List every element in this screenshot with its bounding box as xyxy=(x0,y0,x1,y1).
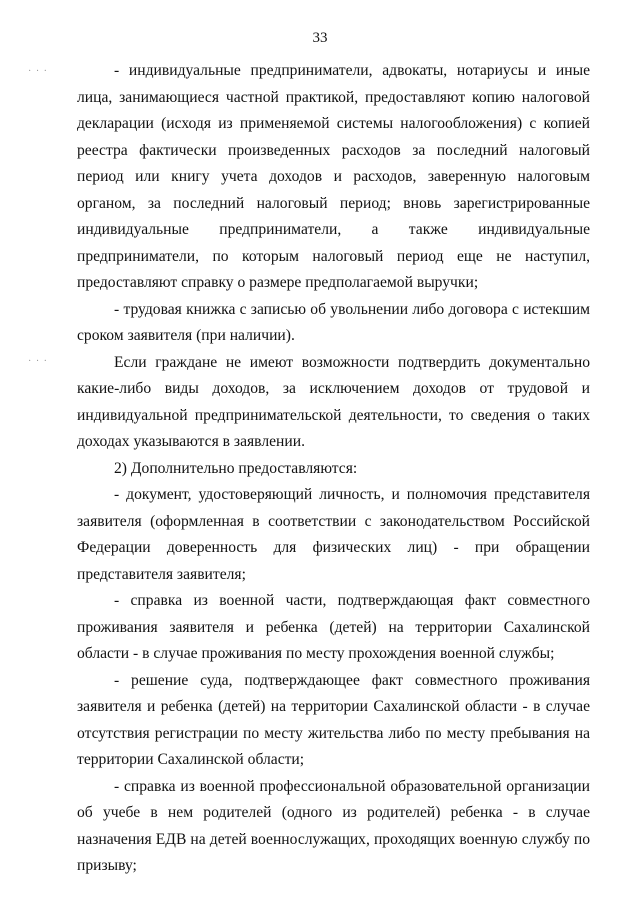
paragraph: - документ, удостоверяющий личность, и полномочия представителя заявителя (оформленная в соответствии с законодательством Российской Федерации доверенность для физических лиц) - при обращении представителя заявителя; xyxy=(77,486,590,583)
paragraph: - справка из военной профессиональной образовательной организации об учебе в нем родителей (одного из родителей) ребенка - в случае назначения ЕДВ на детей военнослужащих, проходящих военную службу по призыву; xyxy=(77,777,590,874)
page-number: 33 xyxy=(312,30,328,46)
paragraph: Если граждане не имеют возможности подтвердить документально какие-либо виды доходов, за исключением доходов от трудовой и индивидуальной предпринимательской деятельности, то сведения о таких доходах указываются в заявлении. xyxy=(77,353,590,450)
scan-artifact: · · · xyxy=(28,66,48,77)
paragraph: - трудовая книжка с записью об увольнении либо договора с истекшим сроком заявителя (при наличии). xyxy=(77,300,590,344)
paragraph: 2) Дополнительно предоставляются: xyxy=(114,459,358,477)
body-text xyxy=(77,58,590,880)
scan-artifact: · · · xyxy=(28,356,48,367)
paragraph: - индивидуальные предприниматели, адвокаты, нотариусы и иные лица, занимающиеся частной практикой, предоставляют копию налоговой декларации (исходя из применяемой системы налогообложения) с копией реестра фактически произведенных расходов за последний налоговый период или книгу учета доходов и расходов, заверенную налоговым органом, за последний налоговый период; вновь зарегистрированные индивидуальные предприниматели, а также индивидуальные предприниматели, по которым налоговый период еще не наступил, предоставляют справку о размере предполагаемой выручки; xyxy=(77,62,590,291)
paragraph: - справка из военной части, подтверждающая факт совместного проживания заявителя и ребенка (детей) на территории Сахалинской области - в случае проживания по месту прохождения военной службы; xyxy=(77,592,590,662)
paragraph: - решение суда, подтверждающее факт совместного проживания заявителя и ребенка (детей) на территории Сахалинской области - в случае отсутствия регистрации по месту жительства либо по месту пребывания на территории Сахалинской области; xyxy=(77,671,590,768)
